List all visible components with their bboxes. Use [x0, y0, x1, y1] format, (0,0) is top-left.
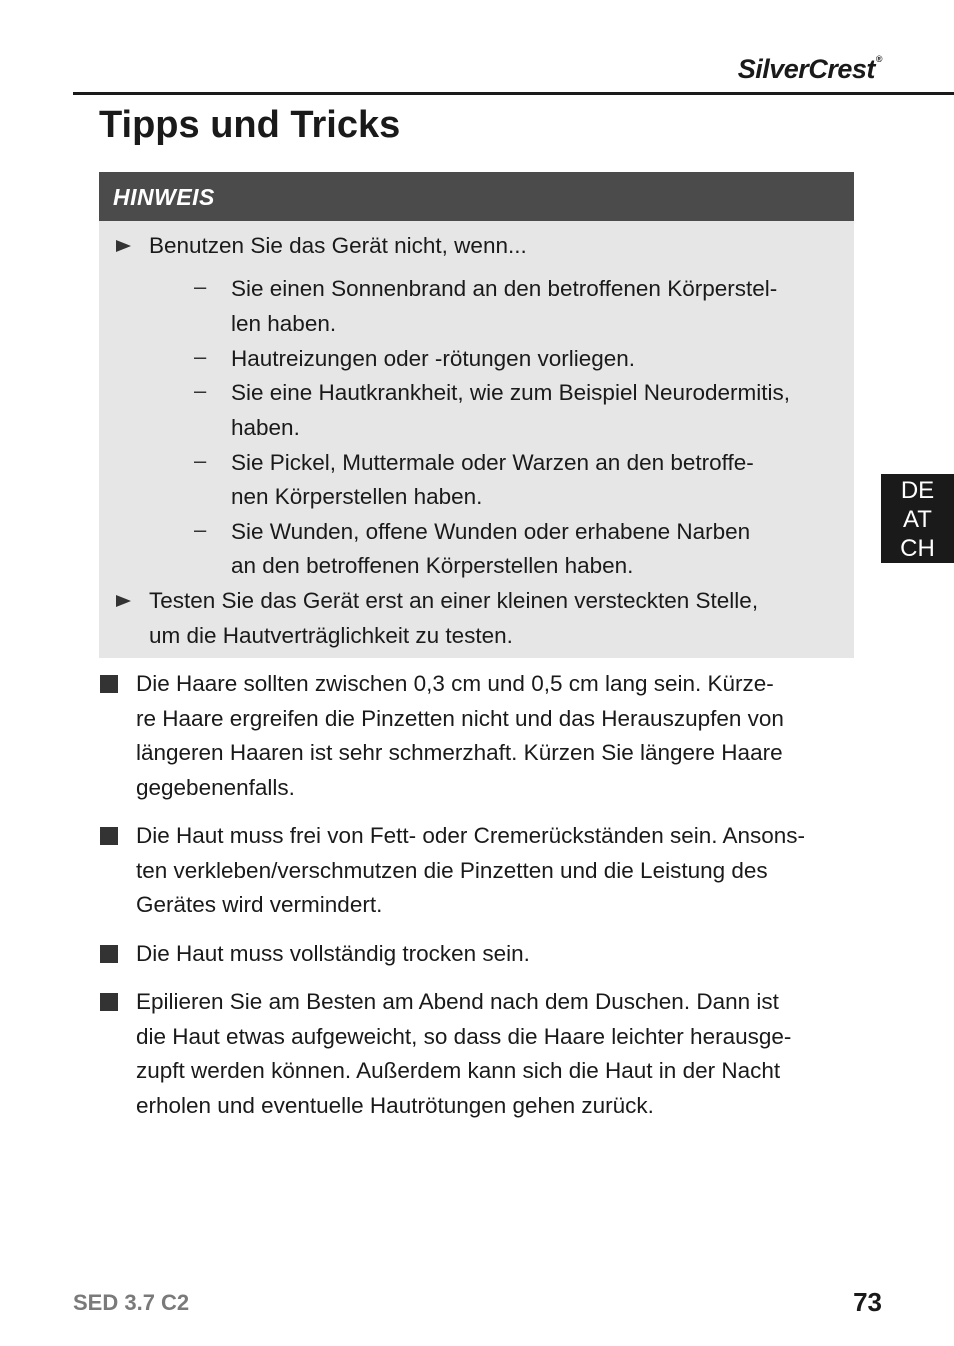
- notice-subitem-line: Sie Wunden, offene Wunden oder erhabene Narben: [231, 519, 751, 544]
- square-bullet-icon: [100, 993, 118, 1011]
- dash-bullet-icon: –: [194, 274, 207, 299]
- notice-subitem-line: Sie Pickel, Muttermale oder Warzen an den betroffe-: [231, 450, 754, 475]
- notice-item: Testen Sie das Gerät erst an einer kleinen versteckten Stelle,: [149, 588, 759, 613]
- tip-line: erholen und eventuelle Hautrötungen gehen zurück.: [136, 1093, 654, 1119]
- language-tab: [881, 474, 954, 563]
- notice-subitem-line: Sie einen Sonnenbrand an den betroffenen Körperstel-: [231, 276, 778, 301]
- tip-line: gegebenenfalls.: [136, 775, 295, 801]
- arrow-bullet-icon: [116, 240, 131, 252]
- arrow-bullet-icon: [116, 595, 131, 607]
- tip-line: Die Haare sollten zwischen 0,3 cm und 0,5 cm lang sein. Kürze-: [136, 671, 774, 696]
- language-code: DE: [900, 477, 935, 504]
- tip-line: re Haare ergreifen die Pinzetten nicht und das Herauszupfen von: [136, 705, 784, 731]
- notice-subitem-line: an den betroffenen Körperstellen haben.: [231, 553, 634, 578]
- tip-line: längeren Haaren ist sehr schmerzhaft. Kürzen Sie längere Haare: [136, 740, 783, 766]
- dash-bullet-icon: –: [194, 448, 207, 473]
- tip-line: Gerätes wird vermindert.: [136, 892, 383, 918]
- tip-paragraph: [136, 937, 866, 972]
- notice-subitem-line: haben.: [231, 415, 300, 440]
- dash-bullet-icon: –: [194, 378, 207, 403]
- footer-model: SED 3.7 C2: [73, 1290, 190, 1315]
- dash-bullet-icon: –: [194, 517, 207, 542]
- header-rule: [73, 92, 954, 95]
- notice-header: HINWEIS: [99, 172, 854, 221]
- notice-item: Benutzen Sie das Gerät nicht, wenn...: [149, 233, 527, 258]
- language-code: AT: [903, 506, 932, 533]
- square-bullet-icon: [100, 945, 118, 963]
- brand-logo: SilverCrest®: [737, 54, 882, 84]
- square-bullet-icon: [100, 827, 118, 845]
- tip-line: Epilieren Sie am Besten am Abend nach dem Duschen. Dann ist: [136, 989, 779, 1014]
- tip-paragraph: [136, 667, 866, 806]
- dash-bullet-icon: –: [194, 344, 207, 369]
- tip-line: Die Haut muss vollständig trocken sein.: [136, 941, 530, 966]
- tip-paragraph: [136, 819, 866, 923]
- notice-subitem-line: Hautreizungen oder -rötungen vorliegen.: [231, 346, 636, 371]
- page-number: 73: [853, 1287, 882, 1317]
- notice-subitem-line: len haben.: [231, 311, 337, 336]
- tip-line: ten verkleben/verschmutzen die Pinzetten und die Leistung des: [136, 857, 768, 883]
- notice-subitem-line: Sie eine Hautkrankheit, wie zum Beispiel Neurodermitis,: [231, 380, 790, 405]
- notice-subitem-line: nen Körperstellen haben.: [231, 484, 483, 509]
- tip-line: die Haut etwas aufgeweicht, so dass die Haare leichter herausge-: [136, 1023, 792, 1049]
- tip-line: Die Haut muss frei von Fett- oder Cremerückständen sein. Ansons-: [136, 823, 806, 848]
- page-title: Tipps und Tricks: [99, 104, 401, 146]
- tip-paragraph: [136, 985, 866, 1124]
- square-bullet-icon: [100, 675, 118, 693]
- tip-line: zupft werden können. Außerdem kann sich die Haut in der Nacht: [136, 1058, 781, 1084]
- language-code: CH: [900, 535, 935, 562]
- notice-item: um die Hautverträglichkeit zu testen.: [149, 623, 513, 648]
